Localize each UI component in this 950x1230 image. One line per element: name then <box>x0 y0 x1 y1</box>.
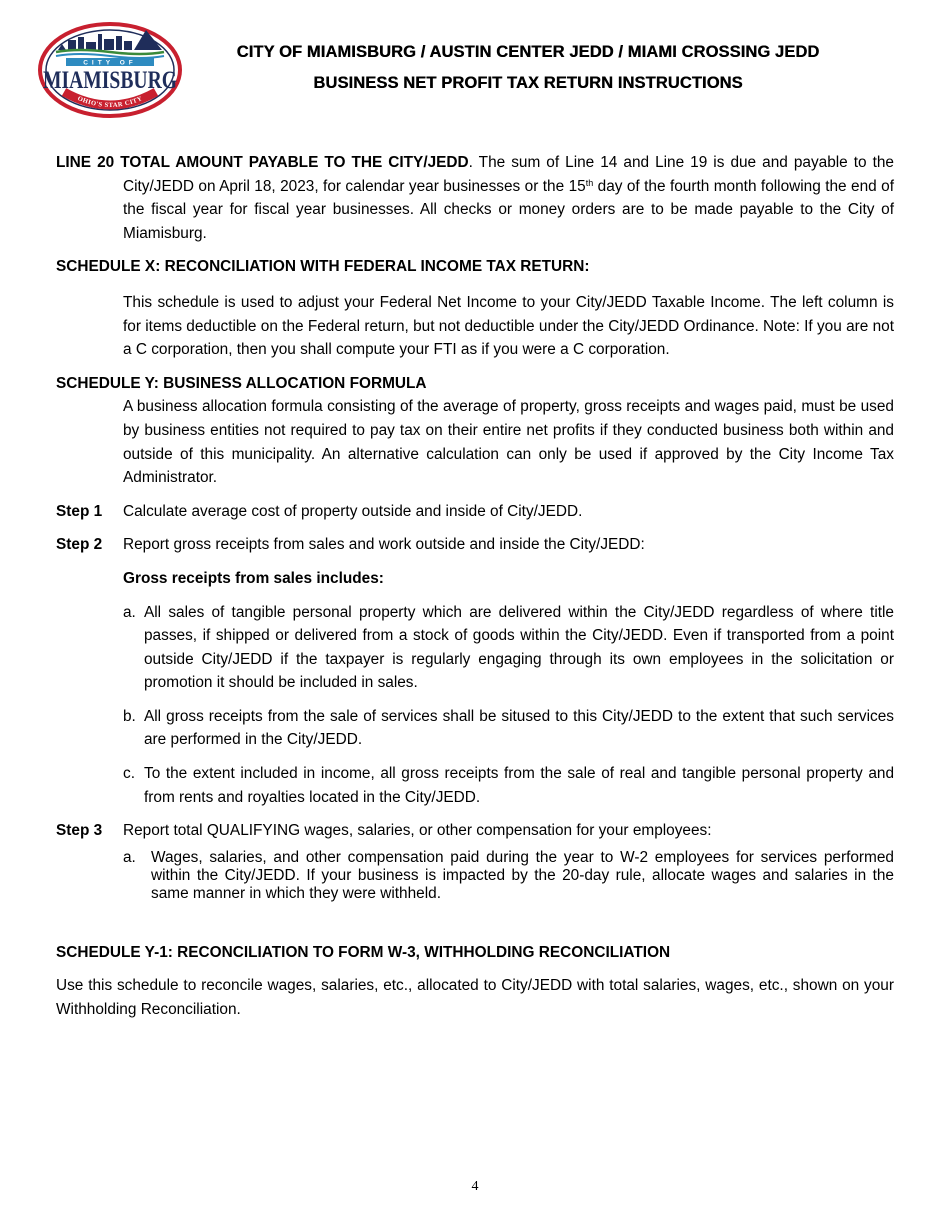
step-1-label: Step 1 <box>56 502 103 520</box>
step-3-label: Step 3 <box>56 822 103 840</box>
instructions-body <box>56 151 894 1022</box>
list-letter: c. <box>123 765 135 783</box>
step-2-label: Step 2 <box>56 536 103 554</box>
schedule-x-text: This schedule is used to adjust your Federal Net Income to your City/JEDD Taxable Income. The left column is for items deductible on the Federal return, but not deductible under the City/JEDD Ordinance. Note: If you are not a C corporation, then you shall compute your FTI as if you were a C corporation. <box>123 293 894 359</box>
step-2-text: Report gross receipts from sales and work outside and inside the City/JEDD: <box>123 536 645 554</box>
list-letter: a. <box>123 848 136 866</box>
step-3-text: Report total QUALIFYING wages, salaries, or other compensation for your employees: <box>123 822 712 840</box>
line-20-text-a: . The sum of Line 14 and Line 19 is due and payable to the City/JEDD on April 18, 2023, for calendar year businesses or the 15 <box>123 154 894 195</box>
schedule-y-text: A business allocation formula consisting of the average of property, gross receipts and wages paid, must be used by business entities not required to pay tax on their entire net profits if they conducted business both within and outside of this municipality. An alternative calculation can only be used if approved by the City Income Tax Administrator. <box>123 398 894 487</box>
list-item <box>56 849 894 903</box>
line-20-paragraph <box>56 151 894 245</box>
step-1 <box>56 500 894 524</box>
page-number: 4 <box>471 1179 479 1194</box>
list-text: All gross receipts from the sale of services shall be sitused to this City/JEDD to the extent that such services are performed in the City/JEDD. <box>144 707 894 749</box>
list-letter: a. <box>123 603 136 621</box>
schedule-x-heading: SCHEDULE X: RECONCILIATION WITH FEDERAL INCOME TAX RETURN: <box>56 258 590 276</box>
schedule-y1-heading: SCHEDULE Y-1: RECONCILIATION TO FORM W-3, WITHHOLDING RECONCILIATION <box>56 943 671 961</box>
list-letter: b. <box>123 707 136 725</box>
miamisburg-logo <box>38 22 182 118</box>
line-20-label: LINE 20 TOTAL AMOUNT PAYABLE TO THE CITY/JEDD <box>56 154 469 171</box>
svg-text:MIAMISBURG: MIAMISBURG <box>43 67 177 94</box>
step-3 <box>56 819 894 843</box>
schedule-y-heading: SCHEDULE Y: BUSINESS ALLOCATION FORMULA <box>56 374 427 392</box>
list-text: To the extent included in income, all gross receipts from the sale of real and tangible personal property and from rents and royalties located in the City/JEDD. <box>144 765 894 806</box>
gross-receipts-heading: Gross receipts from sales includes: <box>123 569 384 587</box>
list-text: Wages, salaries, and other compensation paid during the year to W-2 employees for services performed within the City/JEDD. If your business is impacted by the 20-day rule, allocate wages and salaries in the same manner in which they were withheld. <box>151 848 894 902</box>
svg-text:OHIO'S STAR CITY: OHIO'S STAR CITY <box>76 95 144 110</box>
list-item <box>56 601 894 695</box>
step-1-text: Calculate average cost of property outside and inside of City/JEDD. <box>123 502 583 520</box>
header-title-line-1: CITY OF MIAMISBURG / AUSTIN CENTER JEDD / MIAMI CROSSING JEDD <box>236 43 820 61</box>
line-20-superscript: th <box>585 177 594 188</box>
svg-text:CITY OF: CITY OF <box>83 59 137 67</box>
list-item <box>56 705 894 752</box>
line-20-text-b: day of the fourth month following the end of the fiscal year for fiscal year businesses. All checks or money orders are to be made payable to the City of Miamisburg. <box>123 177 894 242</box>
header-title-line-2: BUSINESS NET PROFIT TAX RETURN INSTRUCTIONS <box>313 74 743 92</box>
step-2 <box>56 533 894 557</box>
list-item <box>56 762 894 809</box>
list-text: All sales of tangible personal property which are delivered within the City/JEDD regardless of where title passes, if shipped or delivered from a stock of goods within the City/JEDD. Even if transported from a point outside City/JEDD if the taxpayer is regularly engaging through its own employees in the solicitation or promotion it should be included in sales. <box>144 603 894 692</box>
schedule-y1-text: Use this schedule to reconcile wages, salaries, etc., allocated to City/JEDD with total salaries, wages, etc., shown on your Withholding Reconciliation. <box>56 977 894 1019</box>
